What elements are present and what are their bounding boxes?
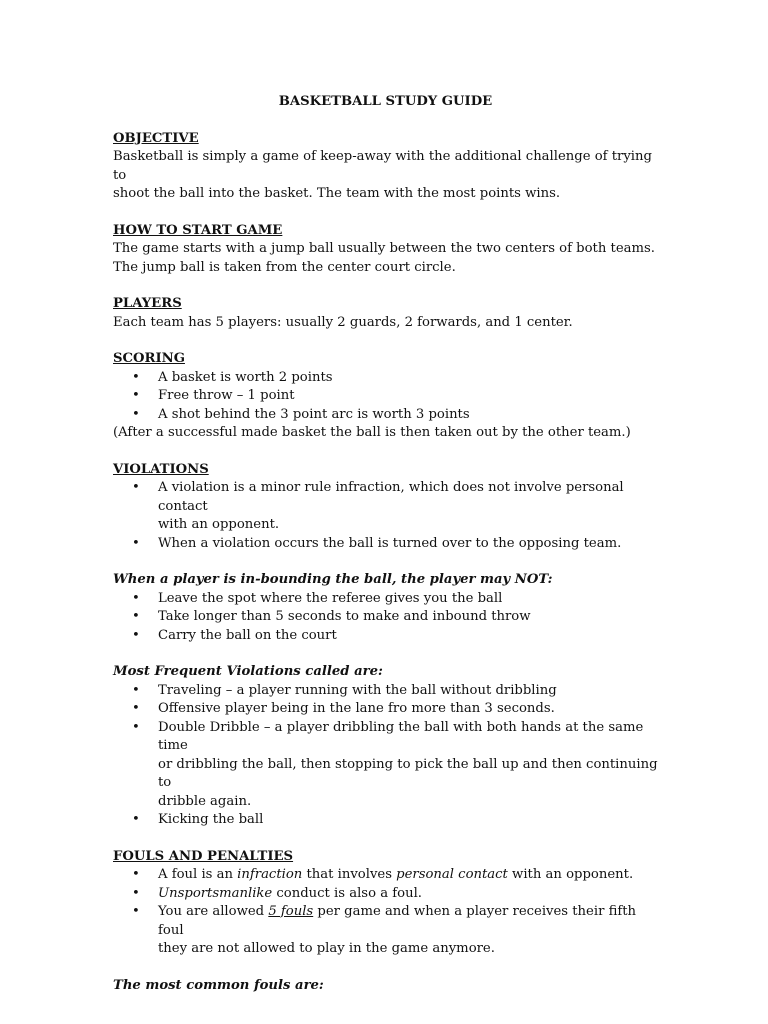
bullet-icon: • <box>132 388 140 403</box>
bullet-icon: • <box>132 406 140 422</box>
scoring-list <box>113 369 658 425</box>
list-item: • You are allowed 5 fouls per game and when a player receives their fifth foul they are not allowed to play in the game anymore. <box>132 904 637 956</box>
players-heading: PLAYERS <box>113 296 182 311</box>
objective-text-line: Basketball is simply a game of keep-away with the additional challenge of trying to <box>113 149 652 183</box>
list-item: • Kicking the ball <box>113 811 658 830</box>
bullet-icon: • <box>132 719 140 735</box>
start-game-heading: HOW TO START GAME <box>113 222 283 238</box>
common-fouls-heading: The most common fouls are: <box>113 977 324 993</box>
list-item: • Carry the ball on the court <box>113 627 658 646</box>
violations-section <box>113 461 658 554</box>
list-item: • Offensive player being in the lane fro more than 3 seconds. <box>113 700 658 719</box>
bullet-icon: • <box>132 535 140 551</box>
bullet-icon: • <box>132 701 140 716</box>
violations-heading: VIOLATIONS <box>113 461 209 477</box>
fouls-section <box>113 848 658 959</box>
bullet-icon: • <box>132 812 140 827</box>
list-item: • A basket is worth 2 points <box>113 369 658 388</box>
objective-section <box>113 130 658 204</box>
bullet-icon: • <box>132 627 140 643</box>
frequent-violations-heading: Most Frequent Violations called are: <box>113 664 383 679</box>
list-item: • A foul is an infraction that involves personal contact with an opponent. <box>113 866 658 885</box>
frequent-violations-section <box>113 663 658 830</box>
frequent-violations-list <box>113 682 658 830</box>
fouls-heading: FOULS AND PENALTIES <box>113 848 294 864</box>
list-item: • When a violation occurs the ball is turned over to the opposing team. <box>113 535 658 554</box>
list-item: • Unsportsmanlike conduct is also a foul. <box>113 885 658 904</box>
inbound-section <box>113 571 658 645</box>
list-item: • A violation is a minor rule infraction, which does not involve personal contact with an opponent. <box>132 480 624 532</box>
bullet-icon: • <box>132 867 140 882</box>
document-title: BASKETBALL STUDY GUIDE <box>278 94 493 109</box>
violations-list <box>113 479 658 553</box>
objective-text-line: shoot the ball into the basket. The team with the most points wins. <box>113 186 561 201</box>
bullet-icon: • <box>132 904 140 919</box>
bullet-icon: • <box>132 609 140 624</box>
players-section <box>113 295 658 332</box>
bullet-icon: • <box>132 369 140 385</box>
list-item: • Leave the spot where the referee gives you the ball <box>113 590 658 609</box>
list-item: • Free throw – 1 point <box>113 387 658 406</box>
start-game-section <box>113 222 658 278</box>
list-item: • A shot behind the 3 point arc is worth 3 points <box>113 406 658 425</box>
list-item: • Double Dribble – a player dribbling the ball with both hands at the same time or dribbling the ball, then stopping to pick the ball up and then continuing to dribble again. <box>132 719 658 809</box>
inbound-heading: When a player is in-bounding the ball, the player may NOT: <box>113 572 553 587</box>
bullet-icon: • <box>132 885 140 901</box>
scoring-section <box>113 350 658 443</box>
study-guide <box>113 93 658 1013</box>
bullet-icon: • <box>132 480 140 495</box>
bullet-icon: • <box>132 682 140 698</box>
start-game-text-line: The jump ball is taken from the center court circle. <box>113 259 456 275</box>
objective-heading: OBJECTIVE <box>113 130 199 146</box>
players-text: Each team has 5 players: usually 2 guards, 2 forwards, and 1 center. <box>113 314 573 330</box>
list-item: • Traveling – a player running with the ball without dribbling <box>113 682 658 701</box>
inbound-list <box>113 590 658 646</box>
start-game-text-line: The game starts with a jump ball usually between the two centers of both teams. <box>113 241 655 256</box>
list-item: • Take longer than 5 seconds to make and inbound throw <box>113 608 658 627</box>
scoring-note: (After a successful made basket the ball is then taken out by the other team.) <box>113 425 631 440</box>
scoring-heading: SCORING <box>113 351 185 366</box>
bullet-icon: • <box>132 590 140 606</box>
fouls-list <box>113 866 658 959</box>
common-fouls-section <box>113 977 658 996</box>
